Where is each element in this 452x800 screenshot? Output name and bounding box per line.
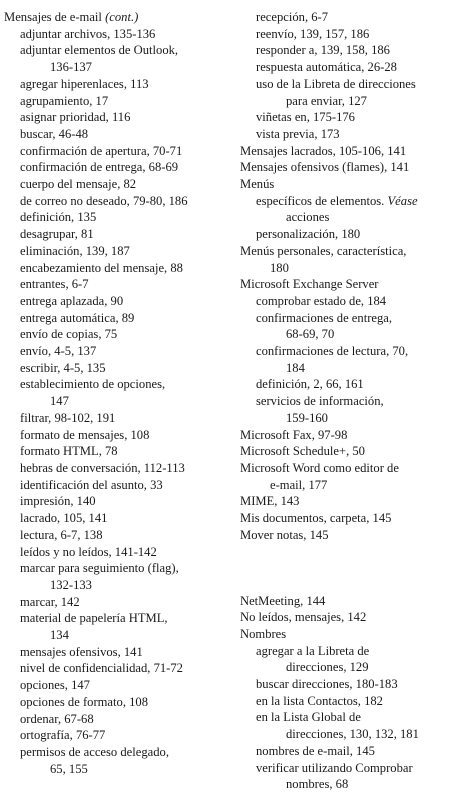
entry-text: permisos de acceso delegado, [20,744,169,759]
entry-text: asignar prioridad, 116 [20,110,131,125]
index-subentry [20,126,236,143]
entry-continuation-marker: (cont.) [101,10,139,24]
index-subentry [20,527,236,544]
entry-text: ordenar, 67-68 [20,711,94,726]
entry-text: nombres de e-mail, 145 [256,743,375,758]
index-entry [240,243,450,276]
entry-text: específicos de elementos. [256,193,388,208]
index-subentry [256,226,450,243]
index-subentry [256,343,450,376]
see-reference: Véase [387,193,418,208]
index-subentry [20,209,236,226]
entry-wrap-line: 184 [286,360,305,375]
index-column-right [240,9,450,793]
entry-text: en la Lista Global de [256,710,361,725]
index-subentry [20,594,236,611]
index-subentry [256,376,450,393]
entry-text: Microsoft Exchange Server [240,277,379,292]
entry-text: agregar hiperenlaces, 113 [20,76,149,91]
entry-text: entrega aplazada, 90 [20,293,124,308]
entry-text: entrantes, 6-7 [20,277,89,292]
entry-text: eliminación, 139, 187 [20,243,130,258]
entry-text: agrupamiento, 17 [20,93,109,108]
entry-text: formato de mensajes, 108 [20,427,150,442]
entry-text: Mensajes de e-mail [4,10,102,24]
index-subentry [256,126,450,143]
entry-text: ortografía, 76-77 [20,728,106,743]
index-subentry [256,42,450,59]
index-subentry [20,310,236,327]
entry-text: Mis documentos, carpeta, 145 [240,511,392,526]
index-entry [240,626,450,643]
index-entry [240,176,450,193]
entry-text: hebras de conversación, 112-113 [20,460,185,475]
entry-wrap-line: 136-137 [50,60,92,75]
entry-text: leídos y no leídos, 141-142 [20,544,157,559]
index-subentry [256,743,450,760]
entry-wrap-line: 68-69, 70 [286,327,335,342]
entry-text: definición, 2, 66, 161 [256,377,364,392]
entry-text: de correo no deseado, 79-80, 186 [20,193,188,208]
entry-text: opciones, 147 [20,678,90,693]
entry-text: comprobar estado de, 184 [256,293,387,308]
index-entry [4,9,236,26]
entry-text: identificación del asunto, 33 [20,477,163,492]
entry-wrap-line: 134 [50,628,69,643]
entry-text: marcar, 142 [20,594,80,609]
entry-text: MIME, 143 [240,494,300,509]
index-entry [240,609,450,626]
entry-text: responder a, 139, 158, 186 [256,43,390,58]
index-subentry [20,260,236,277]
entry-text: confirmación de entrega, 68-69 [20,160,179,175]
entry-text: servicios de información, [256,394,384,409]
entry-text: opciones de formato, 108 [20,694,149,709]
entry-text: desagrupar, 81 [20,227,94,242]
index-subentry [256,693,450,710]
index-subentry [20,360,236,377]
index-subentry [20,510,236,527]
index-entry [240,527,450,544]
index-subentry [20,443,236,460]
entry-wrap-line: acciones [286,210,330,225]
entry-text: viñetas en, 175-176 [256,110,355,125]
entry-text: reenvío, 139, 157, 186 [256,26,370,41]
index-subentry [256,393,450,426]
entry-wrap-line: 65, 155 [50,761,88,776]
entry-wrap-line: nombres, 68 [286,777,349,792]
index-subentry [20,93,236,110]
entry-text: Nombres [240,626,287,641]
index-entry [240,510,450,527]
index-subentry [256,109,450,126]
entry-text: vista previa, 173 [256,126,340,141]
entry-text: buscar, 46-48 [20,126,89,141]
letter-group-gap [240,544,450,593]
entry-text: escribir, 4-5, 135 [20,360,106,375]
index-subentry [256,26,450,43]
index-entry [240,593,450,610]
entry-text: encabezamiento del mensaje, 88 [20,260,183,275]
index-subentry [20,493,236,510]
entry-text: Mensajes ofensivos (flames), 141 [240,160,410,175]
entry-text: Mensajes lacrados, 105-106, 141 [240,143,407,158]
index-entry [240,460,450,493]
entry-wrap-line: e-mail, 177 [270,477,328,492]
index-subentry [256,293,450,310]
index-subentry [20,677,236,694]
index-subentry [20,744,236,777]
entry-text: mensajes ofensivos, 141 [20,644,143,659]
index-subentry [20,477,236,494]
entry-text: uso de la Libreta de direcciones [256,76,416,91]
index-subentry [256,643,450,676]
index-subentry [256,310,450,343]
index-entry [240,493,450,510]
entry-wrap-line: 132-133 [50,577,92,592]
index-subentry [20,193,236,210]
index-subentry [20,560,236,593]
index-entry [240,143,450,160]
entry-text: material de papelería HTML, [20,611,168,626]
index-subentry [20,694,236,711]
entry-text: Menús personales, característica, [240,243,407,258]
entry-wrap-line: 159-160 [286,410,328,425]
index-subentry [20,660,236,677]
index-subentry [256,709,450,742]
index-subentry [20,326,236,343]
entry-wrap-line: para enviar, 127 [286,93,367,108]
entry-text: personalización, 180 [256,227,361,242]
index-entry [240,276,450,293]
entry-text: marcar para seguimiento (flag), [20,561,179,576]
entry-text: recepción, 6-7 [256,10,329,24]
index-subentry [20,276,236,293]
index-subentry [20,343,236,360]
index-entry [240,159,450,176]
entry-text: Mover notas, 145 [240,527,329,542]
index-subentry [20,176,236,193]
entry-text: confirmaciones de lectura, 70, [256,344,409,359]
entry-text: Microsoft Fax, 97-98 [240,427,348,442]
index-entry [240,443,450,460]
index-subentry [20,376,236,409]
entry-text: adjuntar archivos, 135-136 [20,26,156,41]
entry-text: cuerpo del mensaje, 82 [20,177,137,192]
index-subentry [20,76,236,93]
entry-wrap-line: 147 [50,394,69,409]
entry-text: adjuntar elementos de Outlook, [20,43,179,58]
index-subentry [256,193,450,226]
entry-text: lectura, 6-7, 138 [20,527,103,542]
index-subentry [20,711,236,728]
entry-text: confirmaciones de entrega, [256,310,393,325]
index-subentry [20,727,236,744]
entry-text: NetMeeting, 144 [240,593,326,608]
entry-text: envío, 4-5, 137 [20,344,97,359]
entry-text: buscar direcciones, 180-183 [256,677,398,692]
entry-text: No leídos, mensajes, 142 [240,610,367,625]
index-subentry [20,610,236,643]
entry-text: Microsoft Schedule+, 50 [240,444,365,459]
index-entry [240,427,450,444]
entry-wrap-line: direcciones, 129 [286,660,369,675]
entry-text: filtrar, 98-102, 191 [20,410,116,425]
index-subentry [20,427,236,444]
index-subentry [20,243,236,260]
entry-text: verificar utilizando Comprobar [256,760,413,775]
index-subentry [256,760,450,793]
entry-text: lacrado, 105, 141 [20,511,108,526]
entry-text: Menús [240,177,275,192]
index-subentry [20,544,236,561]
index-column-left [4,9,236,777]
entry-text: respuesta automática, 26-28 [256,60,397,75]
index-subentry [20,159,236,176]
entry-text: establecimiento de opciones, [20,377,166,392]
entry-text: envío de copias, 75 [20,327,118,342]
entry-text: en la lista Contactos, 182 [256,693,383,708]
index-subentry [20,644,236,661]
index-subentry [20,226,236,243]
entry-text: impresión, 140 [20,494,96,509]
entry-text: confirmación de apertura, 70-71 [20,143,183,158]
entry-text: agregar a la Libreta de [256,643,370,658]
index-subentry [20,293,236,310]
entry-text: entrega automática, 89 [20,310,135,325]
index-subentry [256,59,450,76]
index-subentry [20,143,236,160]
entry-wrap-line: 180 [270,260,289,275]
entry-text: Microsoft Word como editor de [240,460,399,475]
entry-text: definición, 135 [20,210,97,225]
index-subentry [256,676,450,693]
index-subentry [20,26,236,43]
index-subentry [256,9,450,26]
index-subentry [20,460,236,477]
index-subentry [20,410,236,427]
entry-wrap-line: direcciones, 130, 132, 181 [286,727,419,742]
index-subentry [20,42,236,75]
entry-text: formato HTML, 78 [20,444,118,459]
entry-text: nivel de confidencialidad, 71-72 [20,661,183,676]
index-subentry [256,76,450,109]
index-subentry [20,109,236,126]
